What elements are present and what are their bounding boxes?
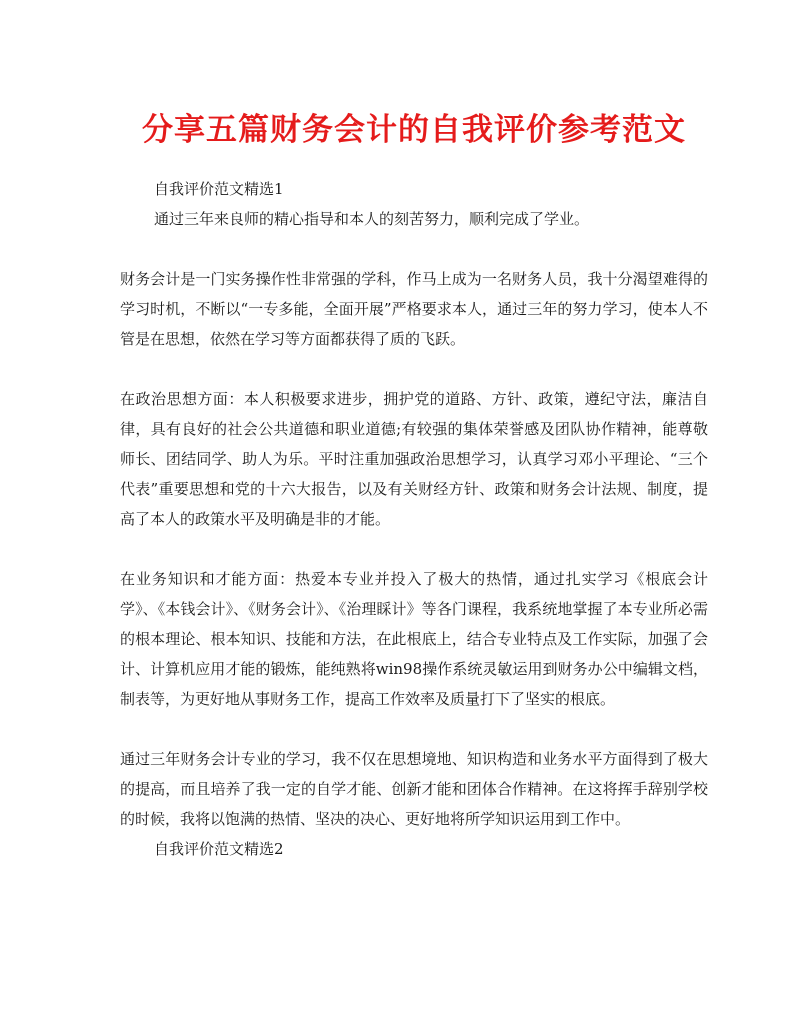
paragraph-financial-accounting: 财务会计是一门实务操作性非常强的学科，作马上成为一名财务人员，我十分渴望难得的学习时机，不断以“一专多能，全面开展”严格要求本人，通过三年的努力学习，使本人不管是在思想，依然在学习等方面都获得了质的飞跃。 <box>120 270 708 348</box>
paragraph-summary: 通过三年财务会计专业的学习，我不仅在思想境地、知识构造和业务水平方面得到了极大的提高，而且培养了我一定的自学才能、创新才能和团体合作精神。在这将挥手辞别学校的时候，我将以饱满的热情、坚决的决心、更好地将所学知识运用到工作中。 <box>120 750 708 828</box>
paragraph-political-thought: 在政治思想方面：本人积极要求进步，拥护党的道路、方针、政策，遵纪守法，廉洁自律，具有良好的社会公共道德和职业道德;有较强的集体荣誉感及团队协作精神，能尊敬师长、团结同学、助人为乐。平时注重加强政治思想学习，认真学习邓小平理论、“三个代表”重要思想和党的十六大报告，以及有关财经方针、政策和财务会计法规、制度，提高了本人的政策水平及明确是非的才能。 <box>120 390 708 528</box>
document-body <box>120 174 708 864</box>
section-heading-1: 自我评价范文精选1 <box>154 180 284 198</box>
paragraph-spacer <box>120 534 708 564</box>
paragraph-spacer <box>120 234 708 264</box>
paragraph-professional-skills: 在业务知识和才能方面：热爱本专业并投入了极大的热情，通过扎实学习《根底会计学》、《本钱会计》、《财务会计》、《治理睬计》等各门课程，我系统地掌握了本专业所必需的根本理论、根本知识、技能和方法，在此根底上，结合专业特点及工作实际，加强了会计、计算机应用才能的锻炼，能纯熟将win98操作系统灵敏运用到财务办公中编辑文档，制表等，为更好地从事财务工作，提高工作效率及质量打下了坚实的根底。 <box>120 570 708 708</box>
paragraph-spacer <box>120 354 708 384</box>
intro-paragraph: 通过三年来良师的精心指导和本人的刻苦努力，顺利完成了学业。 <box>154 210 590 228</box>
section-heading-2: 自我评价范文精选2 <box>154 840 284 858</box>
paragraph-spacer <box>120 714 708 744</box>
document-title: 分享五篇财务会计的自我评价参考范文 <box>142 112 686 148</box>
